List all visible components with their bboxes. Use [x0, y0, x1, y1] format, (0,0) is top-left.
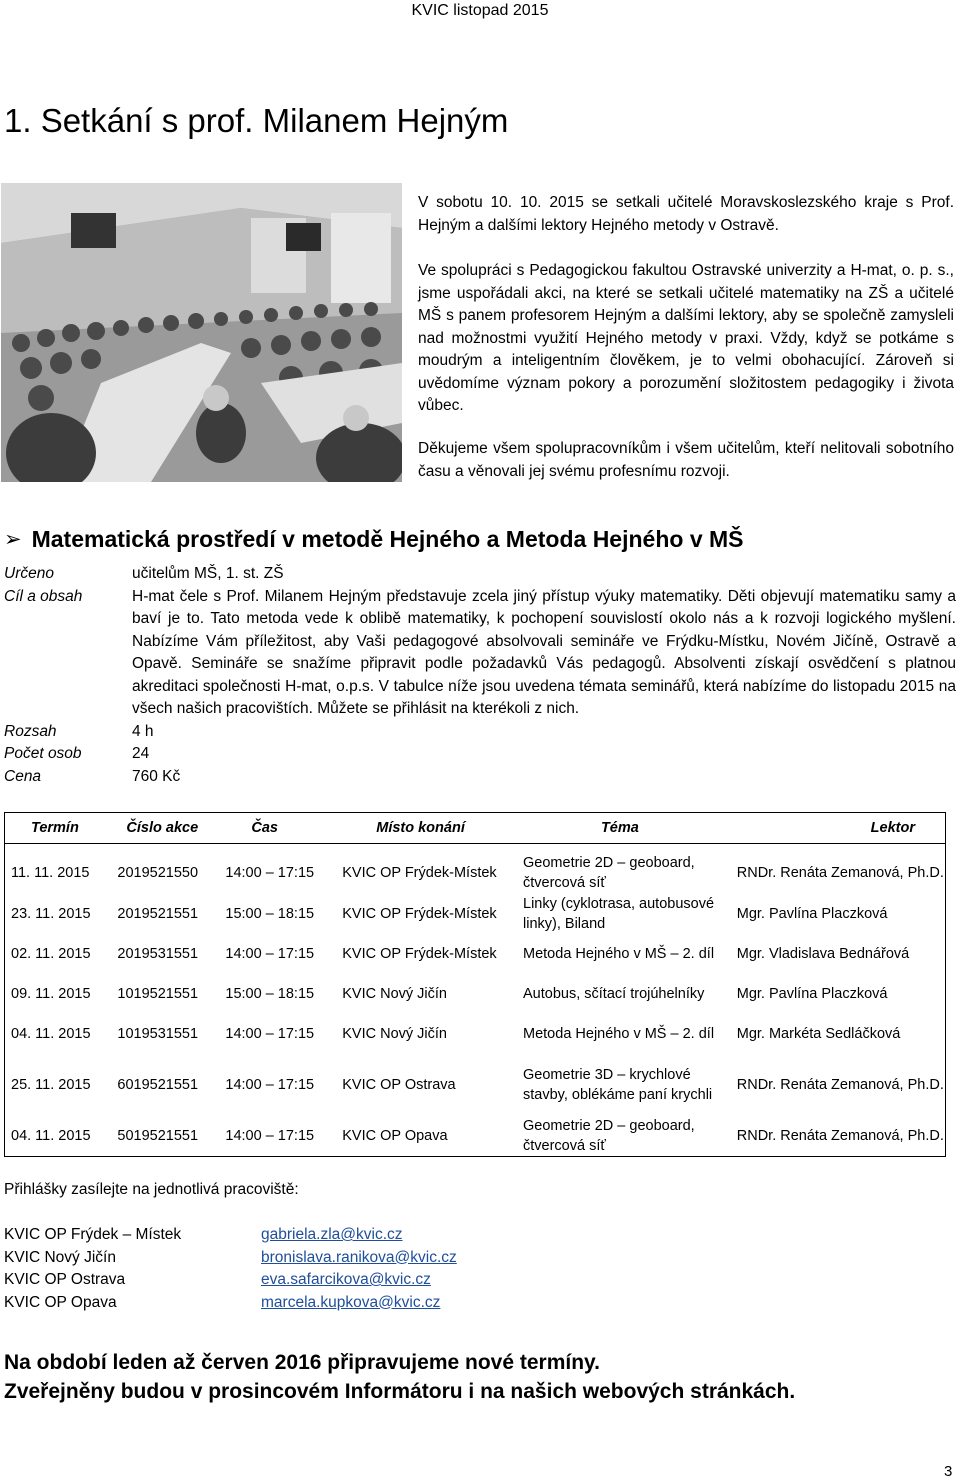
info-row-goal: [4, 586, 956, 721]
section-1-heading: 1. Setkání s prof. Milanem Hejným: [4, 102, 509, 139]
cell-time: 14:00 – 17:15: [225, 1077, 315, 1093]
cell-code: 6019521551: [117, 1077, 199, 1093]
seminar-schedule-table: [4, 812, 946, 1157]
cell-lecturer: RNDr. Renáta Zemanová, Ph.D.: [717, 852, 946, 894]
cell-venue: KVIC Nový Jičín: [342, 986, 447, 1002]
cell-date: 25. 11. 2015: [5, 1054, 112, 1116]
cell-time: 15:00 – 18:15: [225, 986, 315, 1002]
cell-time: 14:00 – 17:15: [225, 1026, 315, 1042]
cell-venue: KVIC OP Opava: [336, 1116, 517, 1157]
cell-venue: KVIC OP Frýdek-Místek: [342, 865, 497, 881]
intro-paragraph-3: Děkujeme všem spolupracovníkům i všem učitelům, kteří nelitovali sobotního času a věnovali jej svému profesnímu rozvoji.: [418, 440, 954, 480]
cell-topic: Geometrie 3D – krychlové stavby, oblékáme paní krychli: [523, 1067, 713, 1103]
table-row: [5, 852, 946, 894]
cell-time: 14:00 – 17:15: [219, 1116, 336, 1157]
table-header-row: [5, 813, 946, 844]
cell-lecturer: RNDr. Renáta Zemanová, Ph.D.: [717, 1116, 946, 1157]
contact-row: [4, 1247, 457, 1270]
closing-line-1: Na období leden až červen 2016 připravujeme nové termíny.: [4, 1351, 600, 1374]
intro-paragraph-1: V sobotu 10. 10. 2015 se setkali učitelé Moravskoslezského kraje s Prof. Hejným a dalšími lektory Hejného metody v Ostravě.: [418, 194, 954, 234]
cell-lecturer: Mgr. Markéta Sedláčková: [717, 1014, 946, 1054]
info-row-scope: [4, 721, 956, 744]
cell-date: 02. 11. 2015: [5, 934, 112, 974]
cell-lecturer: Mgr. Pavlína Placzková: [717, 974, 946, 1014]
column-header-code: Číslo akce: [111, 813, 219, 844]
closing-line-2: Zveřejněny budou v prosincovém Informátoru i na našich webových stránkách.: [4, 1380, 796, 1403]
cell-lecturer: Mgr. Vladislava Bednářová: [717, 934, 946, 974]
cell-code: 5019521551: [111, 1116, 219, 1157]
info-value: H-mat čele s Prof. Milanem Hejným představuje zcela jiný přístup výuky matematiky. Děti objevují matematiku samy a baví je to. Tato metoda vede k oblibě matematiky, k pochopení souvislostí okolo nás a k rozvoji logického myšlení. Nabízíme Vám příležitost, aby Vaši pedagogové absolvovali semináře ve Frýdku-Místku, Novém Jičíně, Ostravě a Opavě. Semináře se snažíme připravit podle požadavků Vás pedagogů. Absolventi získají osvědčení s platnou akreditaci společnosti H-mat, o.p.s. V tabulce níže jsou uvedena témata seminářů, která nabízíme do listopadu 2015 na všech našich pracovištích. Můžete se přihlásit na kterékoli z nich.: [132, 587, 956, 717]
info-label: Cíl a obsah: [4, 587, 83, 605]
cell-code: 1019531551: [117, 1026, 199, 1042]
contact-row: [4, 1292, 457, 1315]
section-2-heading: [4, 526, 744, 553]
column-header-lecturer: Lektor: [717, 813, 946, 844]
info-row-capacity: [4, 743, 956, 766]
contact-row: [4, 1269, 457, 1292]
applications-list: [4, 1224, 457, 1314]
contact-email-link[interactable]: bronislava.ranikova@kvic.cz: [261, 1248, 457, 1266]
column-header-date: Termín: [5, 813, 112, 844]
cell-topic: Linky (cyklotrasa, autobusové linky), Biland: [523, 896, 715, 932]
table-body: [5, 844, 946, 1157]
info-label: Určeno: [4, 565, 54, 582]
column-header-venue: Místo konání: [336, 813, 517, 844]
cell-date: 09. 11. 2015: [5, 974, 112, 1014]
contact-email-link[interactable]: eva.safarcikova@kvic.cz: [261, 1271, 431, 1288]
cell-venue: KVIC Nový Jičín: [342, 1026, 447, 1042]
intro-paragraph-2: Ve spolupráci s Pedagogickou fakultou Ostravské univerzity a H-mat, o. p. s., jsme uspořádali akci, na které se setkali učitelé matematiky na ZŠ a učitelé MŠ s panem profesorem Hejným a dalšími lektory, aby se společně zamysleli nad možnostmi využití Hejného metody v praxi. Vždy, když se potkáme s moudrým a inteligentním člověkem, je to velmi obohacující. Zároveň si uvědomíme význam pokory a porozumění složitostem pedagogiky i života vůbec.: [418, 262, 954, 414]
page-number: 3: [944, 1463, 953, 1480]
info-label: Počet osob: [4, 745, 82, 762]
cell-time: 14:00 – 17:15: [225, 946, 315, 962]
cell-topic: Metoda Hejného v MŠ – 2. díl: [523, 1026, 715, 1042]
contact-office: KVIC OP Frýdek – Místek: [4, 1226, 182, 1243]
info-row-price: [4, 766, 956, 789]
seminar-photo: [1, 183, 402, 482]
info-row-target: [4, 563, 956, 586]
section-2-title: Matematická prostředí v metodě Hejného a Metoda Hejného v MŠ: [31, 526, 744, 552]
cell-lecturer: RNDr. Renáta Zemanová, Ph.D.: [717, 1054, 946, 1116]
cell-date: 23. 11. 2015: [5, 894, 112, 934]
info-value: 4 h: [132, 722, 154, 740]
cell-code: 2019521550: [117, 865, 199, 881]
cell-time: 14:00 – 17:15: [225, 865, 315, 881]
table-row: [5, 1054, 946, 1116]
info-value: 24: [132, 745, 150, 762]
cell-code: 2019531551: [117, 946, 199, 962]
contact-row: [4, 1224, 457, 1247]
cell-topic: Metoda Hejného v MŠ – 2. díl: [523, 946, 715, 962]
course-info: [4, 563, 956, 788]
cell-venue: KVIC OP Ostrava: [342, 1077, 456, 1093]
cell-code: 2019521551: [117, 906, 199, 922]
table-row: [5, 1014, 946, 1054]
cell-venue: KVIC OP Frýdek-Místek: [342, 946, 497, 962]
info-label: Cena: [4, 767, 42, 785]
cell-time: 15:00 – 18:15: [225, 906, 315, 922]
column-header-time: Čas: [219, 813, 336, 844]
seminar-audience-photo-icon: [1, 183, 402, 482]
contact-office: KVIC Nový Jičín: [4, 1248, 116, 1266]
column-header-topic: Téma: [517, 813, 717, 844]
table-row: [5, 934, 946, 974]
cell-topic: Autobus, sčítací trojúhelníky: [523, 986, 705, 1002]
cell-lecturer: Mgr. Pavlína Placzková: [717, 894, 946, 934]
cell-date: 11. 11. 2015: [5, 852, 112, 894]
cell-venue: KVIC OP Frýdek-Místek: [342, 906, 497, 922]
info-value: 760 Kč: [132, 767, 181, 785]
cell-topic: Geometrie 2D – geoboard, čtvercová síť: [523, 855, 695, 891]
page-header: KVIC listopad 2015: [411, 2, 549, 19]
contact-office: KVIC OP Ostrava: [4, 1271, 126, 1288]
cell-topic: Geometrie 2D – geoboard, čtvercová síť: [517, 1116, 717, 1157]
arrow-bullet-icon: ➢: [4, 528, 22, 551]
contact-email-link[interactable]: marcela.kupkova@kvic.cz: [261, 1293, 441, 1311]
cell-date: 04. 11. 2015: [5, 1116, 112, 1157]
table-row: [5, 1116, 946, 1157]
info-label: Rozsah: [4, 722, 57, 740]
contact-email-link[interactable]: gabriela.zla@kvic.cz: [261, 1226, 403, 1243]
table-row: [5, 894, 946, 934]
info-value: učitelům MŠ, 1. st. ZŠ: [132, 565, 284, 582]
cell-date: 04. 11. 2015: [5, 1014, 112, 1054]
closing-notice: [4, 1348, 795, 1406]
contact-office: KVIC OP Opava: [4, 1293, 117, 1311]
cell-code: 1019521551: [117, 986, 199, 1002]
table-row: [5, 974, 946, 1014]
applications-title: Přihlášky zasílejte na jednotlivá pracoviště:: [4, 1181, 299, 1198]
